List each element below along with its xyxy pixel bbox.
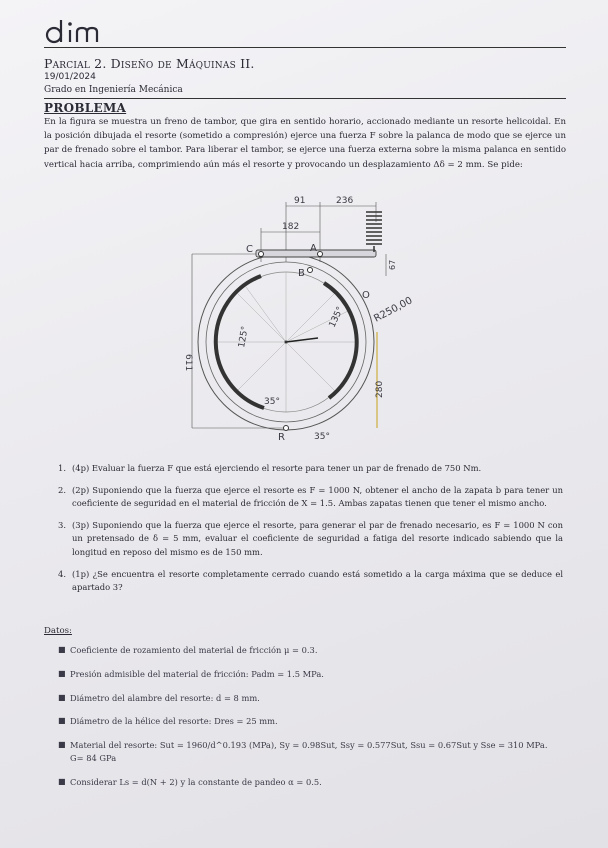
question-number: 1. bbox=[58, 463, 66, 473]
exam-date: 19/01/2024 bbox=[44, 72, 96, 82]
data-list bbox=[58, 644, 563, 800]
question-text: (2p) Suponiendo que la fuerza que ejerce el resorte es F = 1000 N, obtener el ancho de la zapata b para tener un coeficiente de seguridad en el material de fricción de X = 1.5. Ambas zapatas tienen que tener el mismo ancho. bbox=[72, 484, 563, 509]
question-item bbox=[58, 484, 563, 511]
question-item bbox=[58, 568, 563, 595]
helical-spring bbox=[366, 212, 382, 244]
problem-statement: En la figura se muestra un freno de tambor, que gira en sentido horario, accionado mediante un resorte helicoidal. En la posición dibujada el resorte (sometido a compresión) ejerce una fuerza F sobre la palanca de modo que se ejerce un par de frenado sobre el tambor. Para liberar el tambor, se ejerce una fuerza externa sobre la misma palanca en sentido vertical hacia arriba, comprimiendo aún más el resorte y provocando un desplazamiento Δδ = 2 mm. Se pide: bbox=[44, 117, 566, 170]
dim-35-upper-label: 35° bbox=[264, 397, 280, 407]
bullet-icon: ■ bbox=[58, 716, 66, 726]
data-item bbox=[58, 739, 563, 765]
dim-236-label: 236 bbox=[336, 196, 354, 206]
radius-arrow bbox=[286, 338, 318, 342]
degree-name: Grado en Ingeniería Mecánica bbox=[44, 85, 183, 95]
dim-67-label: 67 bbox=[388, 259, 397, 270]
data-item bbox=[58, 644, 563, 657]
data-item bbox=[58, 776, 563, 789]
data-text: Presión admisible del material de fricción: Padm = 1.5 MPa. bbox=[70, 668, 324, 679]
point-r-label: R bbox=[278, 432, 285, 443]
data-item bbox=[58, 692, 563, 705]
dim-135-label: 135° bbox=[327, 305, 346, 330]
dim-radius-label: R250,00 bbox=[372, 295, 415, 325]
dim-611-label: 611 bbox=[183, 354, 193, 372]
dim-280-label: 280 bbox=[375, 380, 385, 398]
data-text: Considerar Ls = d(N + 2) y la constante de pandeo α = 0.5. bbox=[70, 776, 322, 787]
dim-35-lower-label: 35° bbox=[314, 432, 330, 442]
point-b-label: B bbox=[298, 268, 305, 279]
question-number: 3. bbox=[58, 519, 66, 530]
dim-91-label: 91 bbox=[294, 196, 306, 206]
question-text: (3p) Suponiendo que la fuerza que ejerce el resorte, para generar el par de frenado necesario, es F = 1000 N con un pretensado de δ = 5 mm, evaluar el coeficiente de seguridad a fatiga del resorte indicado sabiendo que la longitud en reposo del mismo es de 150 mm. bbox=[72, 519, 563, 557]
problem-heading: PROBLEMA bbox=[44, 101, 127, 115]
point-c-label: C bbox=[246, 244, 253, 255]
logo-text: dim bbox=[44, 18, 46, 19]
data-heading: Datos: bbox=[44, 626, 72, 636]
question-list bbox=[58, 462, 563, 603]
pin-b bbox=[308, 268, 313, 273]
question-text: (1p) ¿Se encuentra el resorte completamente cerrado cuando está sometido a la carga máxima que se deduce el apartado 3? bbox=[72, 568, 563, 593]
data-item bbox=[58, 715, 563, 728]
point-o-label: O bbox=[362, 290, 370, 301]
right-brake-shoe bbox=[324, 283, 357, 398]
data-text: Diámetro de la hélice del resorte: Dres = 25 mm. bbox=[70, 716, 278, 727]
dim-125-label: 125° bbox=[237, 325, 251, 349]
bullet-icon: ■ bbox=[58, 776, 66, 786]
bullet-icon: ■ bbox=[58, 692, 66, 702]
pin-r bbox=[284, 426, 289, 431]
question-number: 2. bbox=[58, 484, 66, 495]
data-item bbox=[58, 668, 563, 681]
bullet-icon: ■ bbox=[58, 740, 66, 750]
data-text: Diámetro del alambre del resorte: d = 8 mm. bbox=[70, 692, 260, 703]
header-bottom-rule bbox=[44, 98, 566, 99]
point-a-label: A bbox=[310, 243, 317, 254]
drum-center bbox=[285, 341, 288, 344]
exam-title: Parcial 2. Diseño de Máquinas II. bbox=[44, 56, 255, 71]
data-text: Coeficiente de rozamiento del material de fricción μ = 0.3. bbox=[70, 645, 318, 655]
question-number: 4. bbox=[58, 568, 66, 579]
question-item bbox=[58, 519, 563, 560]
question-item bbox=[58, 462, 563, 476]
drum-brake-figure bbox=[183, 192, 415, 443]
bullet-icon: ■ bbox=[58, 668, 66, 678]
data-text: Material del resorte: Sut = 1960/d^0.193 (MPa), Sy = 0.98Sut, Ssy = 0.577Sut, Ssu = 0.67Sut y Sse = 310 MPa. G= 84 GPa bbox=[70, 740, 548, 763]
pin-a bbox=[318, 252, 323, 257]
bullet-icon: ■ bbox=[58, 645, 66, 654]
question-text: (4p) Evaluar la fuerza F que está ejerciendo el resorte para tener un par de frenado de 750 Nm. bbox=[72, 463, 482, 473]
pin-c bbox=[259, 252, 264, 257]
header-top-rule bbox=[44, 47, 566, 48]
dim-logo bbox=[44, 18, 102, 46]
dim-182-label: 182 bbox=[282, 222, 300, 232]
